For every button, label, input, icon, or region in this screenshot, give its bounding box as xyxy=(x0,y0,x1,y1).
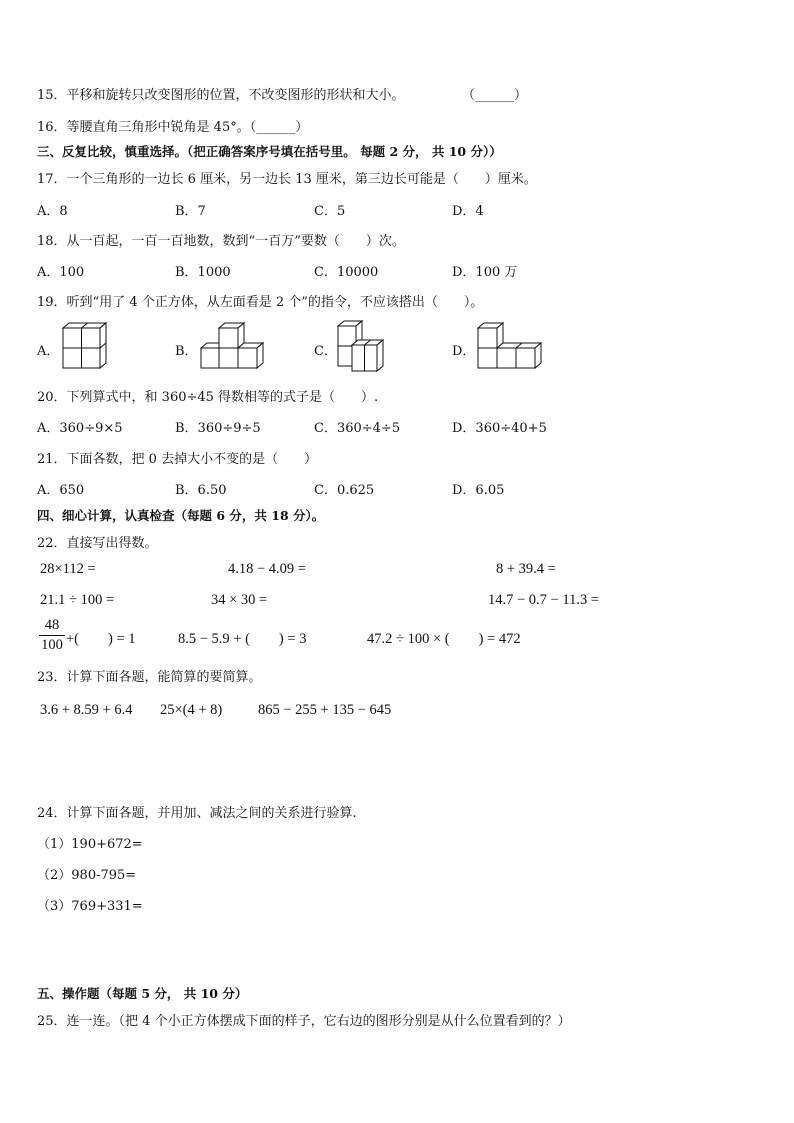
q22-problem: 4.18 − 4.09 = xyxy=(228,561,306,577)
q22-problem[interactable]: 8.5 − 5.9 + ( ) = 3 xyxy=(178,631,307,647)
q21-option-c[interactable]: C．0.625 xyxy=(314,483,375,498)
q22-problem[interactable]: 47.2 ÷ 100 × ( ) = 472 xyxy=(367,631,521,647)
q16-text: 16．等腰直角三角形中锐角是 45°。（______） xyxy=(37,120,309,135)
q20-option-b[interactable]: B．360÷9÷5 xyxy=(175,421,261,436)
q23-problem: 865 − 255 + 135 − 645 xyxy=(258,702,392,718)
q22-problem: 8 + 39.4 = xyxy=(496,561,556,577)
q18-option-d[interactable]: D．100 万 xyxy=(452,265,518,280)
fraction-bar xyxy=(39,635,65,636)
fraction-denominator: 100 xyxy=(41,637,63,653)
q21-option-d[interactable]: D．6.05 xyxy=(452,483,505,498)
cube-figure-a-icon xyxy=(60,320,110,372)
q17-option-a[interactable]: A．8 xyxy=(37,204,68,219)
q23-text: 23．计算下面各题，能简算的要简算。 xyxy=(37,670,262,685)
section4-title: 四、细心计算，认真检查（每题 6 分，共 18 分）。 xyxy=(37,508,325,523)
fraction-numerator: 48 xyxy=(44,617,60,633)
q20-text: 20．下列算式中，和 360÷45 得数相等的式子是（ ）. xyxy=(37,390,379,405)
q22-problem: 34 × 30 = xyxy=(211,592,268,608)
q24-problem: （2）980-795= xyxy=(37,868,137,883)
q18-option-c[interactable]: C．10000 xyxy=(314,265,379,280)
q19-option-b[interactable]: B． xyxy=(175,344,198,359)
q17-option-b[interactable]: B．7 xyxy=(175,204,206,219)
q24-problem: （3）769+331= xyxy=(37,899,143,914)
section3-title: 三、反复比较，慎重选择。（把正确答案序号填在括号里。 每题 2 分， 共 10 分）） xyxy=(37,144,502,159)
q20-option-d[interactable]: D．360÷40+5 xyxy=(452,421,547,436)
q24-text: 24．计算下面各题，并用加、减法之间的关系进行验算. xyxy=(37,806,357,821)
q19-text: 19．听到“用了 4 个正方体，从左面看是 2 个”的指令，不应该搭出（ ）。 xyxy=(37,295,484,310)
q24-problem: （1）190+672= xyxy=(37,837,143,852)
q21-option-a[interactable]: A．650 xyxy=(37,483,85,498)
q15-text: 15．平移和旋转只改变图形的位置，不改变图形的形状和大小。 xyxy=(37,88,405,103)
q25-text: 25．连一连。（把 4 个小正方体摆成下面的样子，它右边的图形分别是从什么位置看到的？） xyxy=(37,1014,571,1029)
q22-problem[interactable]: +( ) = 1 xyxy=(66,631,136,647)
q17-text: 17．一个三角形的一边长 6 厘米，另一边长 13 厘米，第三边长可能是（ ）厘米。 xyxy=(37,172,537,187)
q19-option-c[interactable]: C． xyxy=(314,344,337,359)
q18-option-a[interactable]: A．100 xyxy=(37,265,85,280)
q19-option-d[interactable]: D． xyxy=(452,344,476,359)
q17-option-c[interactable]: C．5 xyxy=(314,204,346,219)
q22-fraction xyxy=(39,617,65,654)
q17-option-d[interactable]: D．4 xyxy=(452,204,484,219)
q21-option-b[interactable]: B．6.50 xyxy=(175,483,227,498)
q22-text: 22．直接写出得数。 xyxy=(37,536,158,551)
q22-problem: 14.7 − 0.7 − 11.3 = xyxy=(488,592,599,608)
q21-text: 21．下面各数，把 0 去掉大小不变的是（ ） xyxy=(37,452,318,467)
q20-option-a[interactable]: A．360÷9×5 xyxy=(37,421,123,436)
q15-answer-blank[interactable]: （______） xyxy=(462,88,528,103)
q18-option-b[interactable]: B．1000 xyxy=(175,265,231,280)
q19-option-a[interactable]: A． xyxy=(37,344,60,359)
q22-problem: 28×112 = xyxy=(40,561,96,577)
cube-figure-d-icon xyxy=(475,320,545,372)
q23-problem: 3.6 + 8.59 + 6.4 xyxy=(40,702,133,718)
cube-figure-c-icon xyxy=(335,318,390,374)
q18-text: 18．从一百起，一百一百地数，数到“一百万”要数（ ）次。 xyxy=(37,234,405,249)
cube-figure-b-icon xyxy=(198,320,268,372)
q20-option-c[interactable]: C．360÷4÷5 xyxy=(314,421,401,436)
q23-problem: 25×(4 + 8) xyxy=(160,702,223,718)
section5-title: 五、操作题（每题 5 分， 共 10 分） xyxy=(37,986,248,1001)
q22-problem: 21.1 ÷ 100 = xyxy=(40,592,115,608)
